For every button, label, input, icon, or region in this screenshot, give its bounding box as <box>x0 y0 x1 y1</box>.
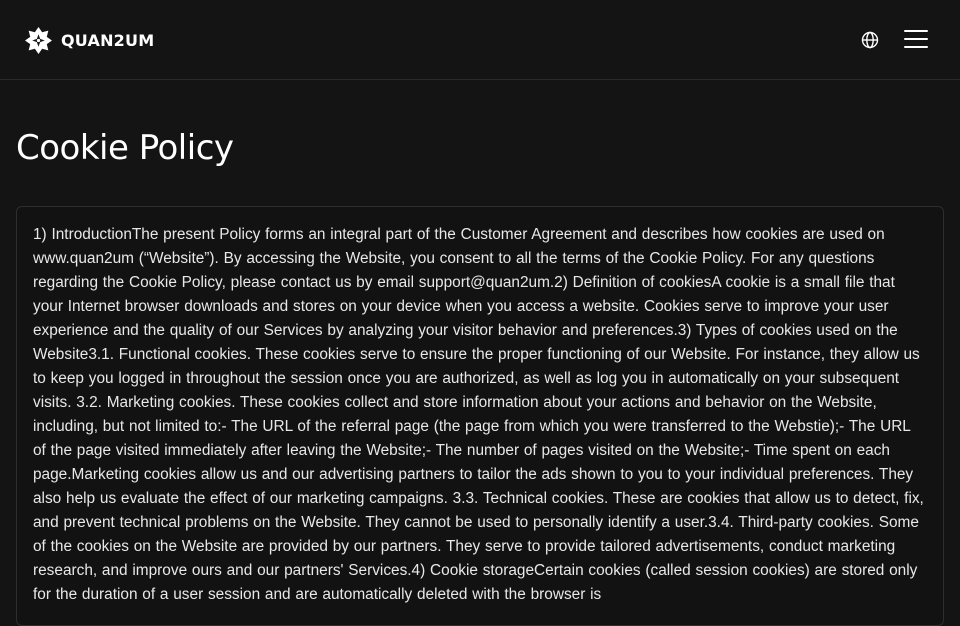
brand-name: QUAN2UM <box>61 31 155 50</box>
page-title: Cookie Policy <box>16 128 234 168</box>
globe-icon[interactable] <box>860 30 880 50</box>
hamburger-menu-icon[interactable] <box>904 29 928 49</box>
cookie-policy-content <box>16 206 944 626</box>
brand-logo-link[interactable] <box>24 26 154 55</box>
quan2um-logo-icon <box>24 26 53 55</box>
top-navigation-bar <box>0 0 960 80</box>
policy-text: 1) IntroductionThe present Policy forms an integral part of the Customer Agreement and describes how cookies are used on www.quan2um (“Website”). By accessing the Website, you consent to all the terms of the Cookie Policy. For any questions regarding the Cookie Policy, please contact us by email support@quan2um.2) Definition of cookiesA cookie is a small file that your Internet browser downloads and stores on your device when you access a website. Cookies serve to improve your user experience and the quality of our Services by analyzing your visitor behavior and preferences.3) Types of cookies used on the Website3.1. Functional cookies. These cookies serve to ensure the proper functioning of our Website. For instance, they allow us to keep you logged in throughout the session once you are authorized, as well as log you in automatically on your subsequent visits. 3.2. Marketing cookies. These cookies collect and store information about your actions and behavior on the Website, including, but not limited to:- The URL of the referral page (the page from which you were transferred to the Webstie);- The URL of the page visited immediately after leaving the Website;- The number of pages visited on the Website;- Time spent on each page.Marketing cookies allow us and our advertising partners to tailor the ads shown to you to your individual preferences. They also help us evaluate the effect of our marketing campaigns. 3.3. Technical cookies. These are cookies that allow us to detect, fix, and prevent technical problems on the Website. They cannot be used to personally identify a user.3.4. Third-party cookies. Some of the cookies on the Website are provided by our partners. They serve to provide tailored advertisements, conduct marketing research, and improve ours and our partners' Services.4) Cookie storageCertain cookies (called session cookies) are stored only for the duration of a user session and are automatically deleted with the browser is <box>33 226 924 603</box>
